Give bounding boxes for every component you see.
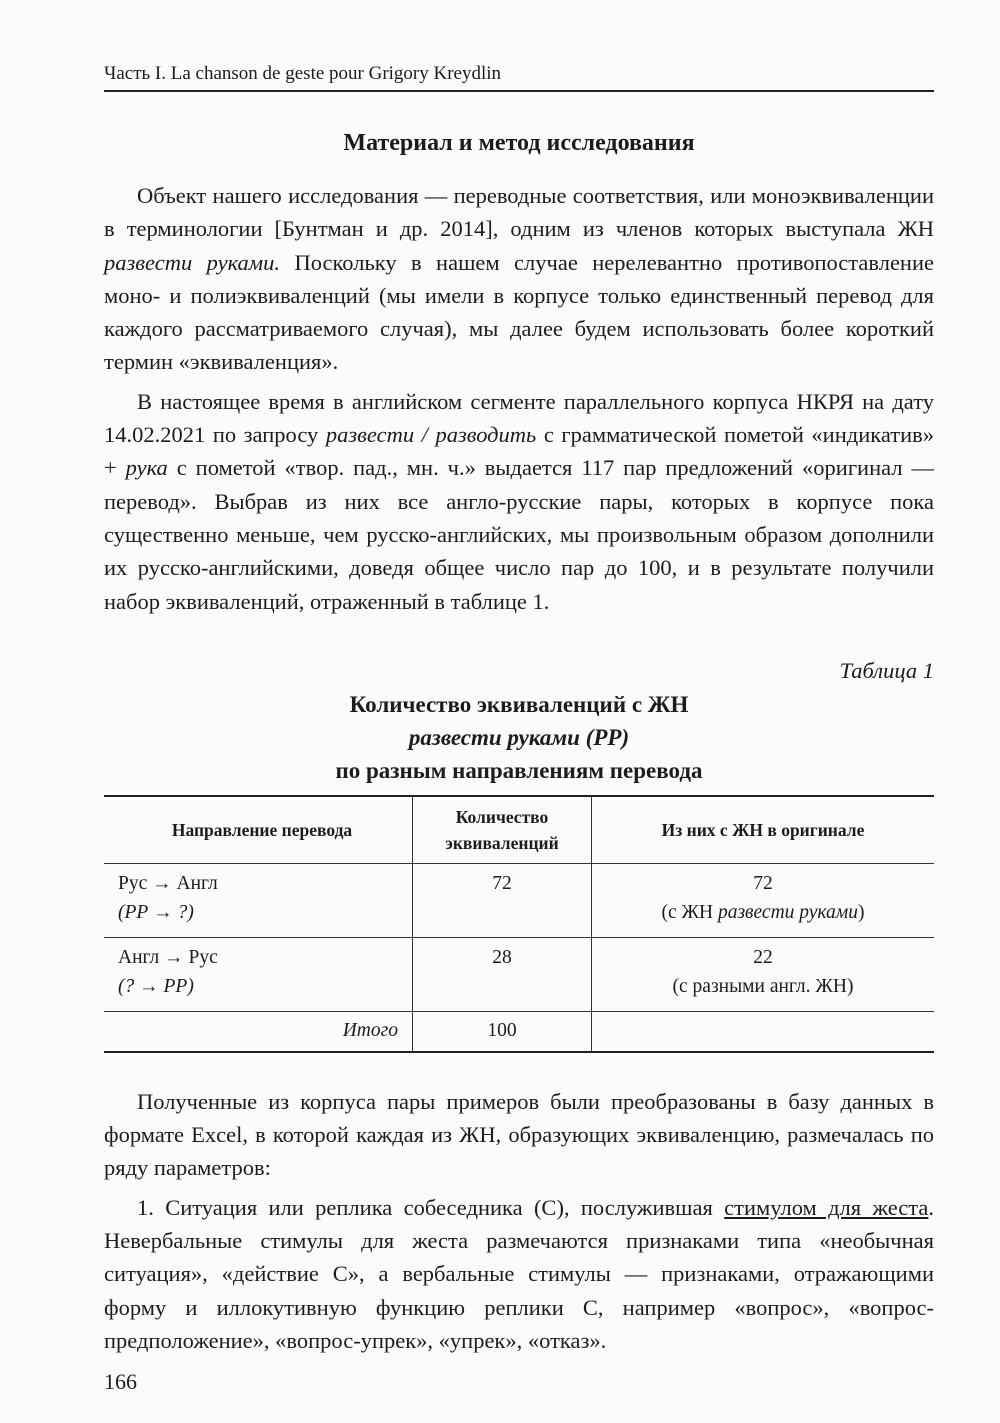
cell-original [592,937,935,1011]
direction-line-1: Англ → Рус [118,946,218,968]
direction-line-2: (? → РР) [118,975,194,997]
p4-underlined: стимулом для жеста [724,1194,929,1220]
running-header: Часть I. La chanson de geste pour Grigory Kreydlin [104,63,502,84]
header-rule [104,90,934,92]
cell-direction [104,937,413,1011]
original-line-2-italic: развести руками [717,901,858,923]
cell-original [592,863,935,937]
p2-italic-a: развести / разводить [325,422,537,448]
equivalence-table [104,795,934,1053]
section-title: Материал и метод исследования [343,130,695,156]
p2-text-b: с грамматической пометой «индикатив» + [104,422,934,481]
page-number: 166 [104,1369,137,1394]
paragraph-3: Полученные из корпуса пары примеров были преобразованы в базу данных в формате Excel, в которой каждая из ЖН, образующих эквиваленцию, размечалась по ряду параметров: [104,1088,934,1181]
table-title [104,688,934,787]
header-count-line-2: эквиваленций [445,832,559,853]
table-label: Таблица 1 [839,657,934,683]
table-header-row [104,796,934,864]
p4-text-a: 1. Ситуация или реплика собеседника (С), послужившая [137,1194,725,1220]
p4-text-b: . Невербальные стимулы для жеста размечаются признаками типа «необычная ситуация», «действие С», а вербальные стимулы — признаками, отражающими форму и иллокутивную функцию реплики С, например «вопрос», «вопрос-предположение», «вопрос-упрек», «упрек», «отказ». [104,1194,934,1353]
table-total-row [104,1011,934,1052]
cell-count: 72 [413,863,592,937]
paragraph-1 [104,179,934,379]
p2-text-a: В настоящее время в английском сегменте параллельного корпуса НКРЯ на дату 14.02.2021 по запросу [104,388,934,448]
paragraph-4 [104,1191,934,1357]
p2-text-c: с пометой «твор. пад., мн. ч.» выдается 117 пар предложений «оригинал — перевод». Выбрав из них все англо-русские пары, которых в корпусе пока существенно меньше, чем русско-английских, мы произвольным образом дополнили их русско-английскими, доведя общее число пар до 100, и в результате получили набор эквиваленций, отраженный в таблице 1. [104,455,934,614]
direction-line-1: Рус → Англ [118,872,218,894]
direction-line-2: (РР → ?) [118,901,194,923]
cell-total-empty [592,1011,935,1052]
cell-count: 28 [413,937,592,1011]
table-title-line-1 [104,688,934,754]
original-line-2-a: (с ЖН [661,901,718,923]
header-count [413,796,592,864]
table-row [104,863,934,937]
original-line-1: 22 [753,946,773,968]
original-line-1: 72 [753,872,773,894]
original-line-2-b: ) [858,901,865,923]
table-row [104,937,934,1011]
table-title-line-2: по разным направлениям перевода [335,757,703,783]
original-line-2: (с разными англ. ЖН) [672,975,854,997]
header-direction: Направление перевода [104,796,413,864]
cell-direction [104,863,413,937]
paragraph-2 [104,385,934,618]
header-count-line-1: Количество [455,806,549,827]
page-body [104,127,934,1363]
cell-total-label: Итого [104,1011,413,1052]
table-title-italic: развести руками (РР) [408,724,630,750]
table-title-text: Количество эквиваленций с ЖН [349,691,689,717]
p1-italic: развести руками. [104,249,281,275]
p2-italic-b: рука [125,455,168,481]
p1-text-b: Поскольку в нашем случае нерелевантно противопоставление моно- и полиэквиваленций (мы имели в корпусе только единственный перевод для каждого рассматриваемого случая), мы далее будем использовать более короткий термин «эквиваленция». [104,249,934,375]
header-original: Из них с ЖН в оригинале [592,796,935,864]
p1-text-a: Объект нашего исследования — переводные соответствия, или моноэквиваленции в терминологии [Бунтман и др. 2014], одним из членов которых выступала ЖН [104,183,934,242]
cell-total-count: 100 [413,1011,592,1052]
